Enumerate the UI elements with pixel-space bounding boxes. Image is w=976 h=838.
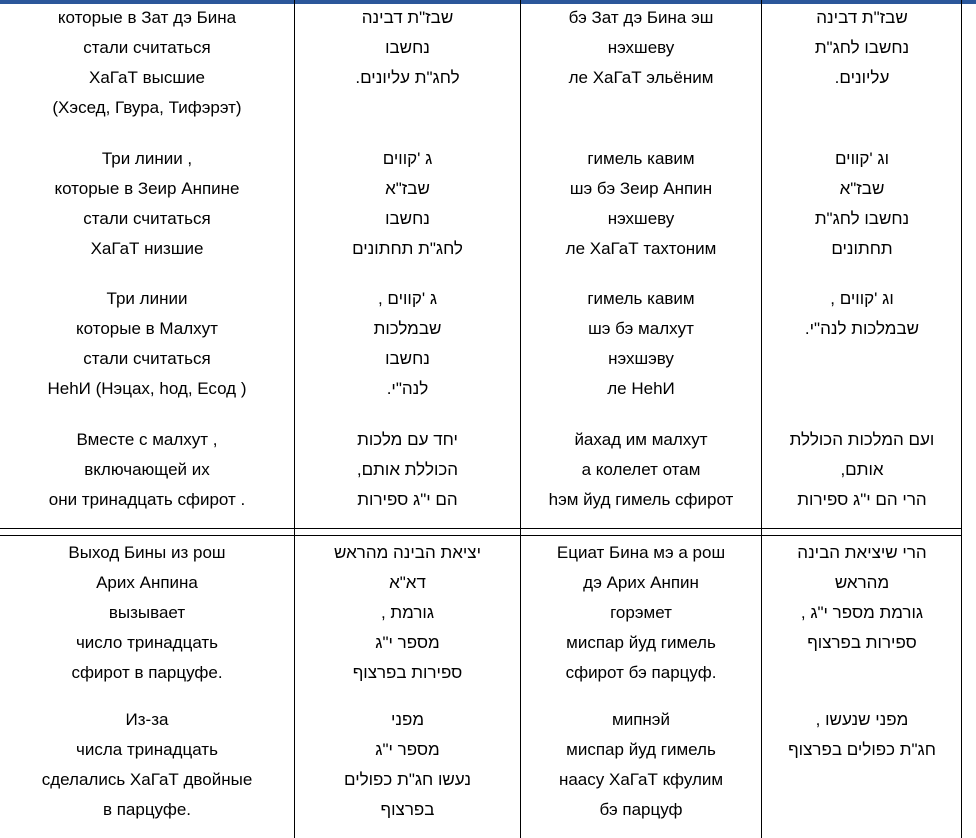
text-line: שבז"א — [839, 179, 885, 198]
text-line: שבמלכות לנה"י. — [804, 319, 920, 338]
text-line: вызывает — [108, 603, 186, 622]
text-line: (Хэсед, Гвура, Тифэрэт) — [52, 98, 242, 117]
text-line: они тринадцать сфирот . — [48, 490, 246, 509]
text-line: ле ХаГаТ эльёним — [568, 68, 714, 87]
text-line: ספירות בפרצוף — [807, 633, 917, 652]
text-line: ХаГаТ низшие — [90, 239, 204, 258]
text-line: Три линии — [106, 289, 188, 308]
hebrew-source-cell — [295, 284, 520, 404]
hebrew-text-cell — [762, 284, 962, 344]
text-line: миспар йуд гимель — [566, 633, 716, 652]
row-divider — [0, 535, 962, 536]
hebrew-text-cell — [762, 3, 962, 93]
text-line: которые в Зеир Анпине — [54, 179, 240, 198]
transliteration-cell — [521, 144, 761, 264]
text-line: Вместе с малхут , — [76, 430, 218, 449]
text-line: מפני — [390, 710, 425, 729]
russian-cell — [0, 3, 294, 123]
text-line: יחד עם מלכות — [357, 430, 458, 449]
text-line: бэ парцуф — [599, 800, 683, 819]
text-line: стали считаться — [83, 38, 211, 57]
text-line: ХаГаТ высшие — [89, 68, 205, 87]
text-line: hэм йуд гимель сфирот — [548, 490, 734, 509]
russian-cell — [0, 284, 294, 404]
text-line: שבז"א — [385, 179, 430, 198]
hebrew-text-cell — [762, 144, 962, 264]
text-line: стали считаться — [83, 349, 211, 368]
text-line: מספר י"ג — [375, 740, 440, 759]
text-line: ג 'קווים , — [377, 289, 438, 308]
text-line: миспар йуд гимель — [566, 740, 716, 759]
text-line: нэхшеву — [607, 209, 675, 228]
text-line: наасу ХаГаТ кфулим — [558, 770, 724, 789]
text-line: стали считаться — [83, 209, 211, 228]
text-line: которые в Зат дэ Бина — [57, 8, 237, 27]
hebrew-source-cell — [295, 3, 520, 93]
text-line: шэ бэ малхут — [588, 319, 694, 338]
text-line: бэ Зат дэ Бина эш — [568, 8, 714, 27]
text-line: шэ бэ Зеир Анпин — [569, 179, 713, 198]
text-line: נחשבו לחג"ת — [814, 209, 910, 228]
text-line: שבז"ת דבינה — [361, 8, 454, 27]
text-line: сделались ХаГаТ двойные — [41, 770, 253, 789]
text-line: включающей их — [84, 460, 210, 479]
text-line: НеhИ (Нэцах, hод, Есод ) — [47, 379, 247, 398]
text-line: חג"ת כפולים בפרצוף — [788, 740, 936, 759]
russian-cell — [0, 705, 294, 825]
text-line: מהראש — [834, 573, 890, 592]
text-line: נחשבו — [385, 38, 430, 57]
text-line: сфирот бэ парцуф. — [565, 663, 717, 682]
hebrew-text-cell — [762, 425, 962, 515]
hebrew-source-cell — [295, 144, 520, 264]
text-line: сфирот в парцуфе. — [71, 663, 223, 682]
text-line: Арих Анпина — [96, 573, 198, 592]
russian-cell — [0, 425, 294, 515]
text-line: בפרצוף — [380, 800, 435, 819]
text-line: йахад им малхут — [574, 430, 708, 449]
text-line: הם י"ג ספירות — [357, 490, 458, 509]
transliteration-cell — [521, 3, 761, 93]
text-line: מפני שנעשו , — [815, 710, 909, 729]
text-line: Из-за — [125, 710, 169, 729]
row-divider — [0, 528, 962, 529]
text-line: которые в Малхут — [76, 319, 218, 338]
text-line: שבמלכות — [373, 319, 442, 338]
transliteration-cell — [521, 705, 761, 825]
text-line: הרי הם י"ג ספירות — [797, 490, 927, 509]
text-line: ле НеhИ — [607, 379, 675, 398]
text-line: нэхшэву — [608, 349, 674, 368]
text-line: числа тринадцать — [76, 740, 218, 759]
hebrew-source-cell — [295, 538, 520, 688]
transliteration-cell — [521, 538, 761, 688]
russian-cell — [0, 144, 294, 264]
hebrew-source-cell — [295, 425, 520, 515]
text-line: дэ Арих Анпин — [583, 573, 699, 592]
russian-cell — [0, 538, 294, 688]
hebrew-text-cell — [762, 705, 962, 765]
text-line: הכוללת אותם, — [356, 460, 459, 479]
text-line: ספירות בפרצוף — [352, 663, 463, 682]
transliteration-cell — [521, 284, 761, 404]
text-line: число тринадцать — [75, 633, 219, 652]
text-line: נעשו חג"ת כפולים — [344, 770, 471, 789]
text-line: מספר י"ג — [375, 633, 440, 652]
text-line: עליונים. — [834, 68, 890, 87]
text-line: гимель кавим — [587, 289, 695, 308]
text-line: נחשבו — [385, 209, 430, 228]
text-line: ועם המלכות הכוללת — [789, 430, 935, 449]
hebrew-source-cell — [295, 705, 520, 825]
text-line: אותם, — [840, 460, 884, 479]
hebrew-text-cell — [762, 538, 962, 658]
text-line: שבז"ת דבינה — [816, 8, 908, 27]
text-line: а колелет отам — [581, 460, 701, 479]
text-line: וג 'קווים — [834, 149, 890, 168]
text-line: לחג"ת עליונים. — [355, 68, 460, 87]
text-line: мипнэй — [612, 710, 670, 729]
text-line: нэхшеву — [607, 38, 675, 57]
text-line: горэмет — [610, 603, 672, 622]
text-line: Три линии , — [101, 149, 193, 168]
text-line: נחשבו לחג"ת — [814, 38, 910, 57]
text-line: Выход Бины из рош — [68, 543, 226, 562]
text-line: תחתונים — [831, 239, 893, 258]
text-line: הרי שיציאת הבינה — [797, 543, 927, 562]
text-line: ג 'קווים — [382, 149, 433, 168]
text-line: гимель кавим — [587, 149, 695, 168]
text-line: יציאת הבינה מהראש — [334, 543, 481, 562]
text-line: גורמת , — [380, 603, 435, 622]
transliteration-cell — [521, 425, 761, 515]
text-line: לחג"ת תחתונים — [352, 239, 463, 258]
text-line: נחשבו — [385, 349, 430, 368]
text-line: Ециат Бина мэ а рош — [556, 543, 726, 562]
text-line: דא"א — [389, 573, 426, 592]
text-line: גורמת מספר י"ג , — [800, 603, 924, 622]
text-line: וג 'קווים , — [830, 289, 894, 308]
text-line: לנה"י. — [386, 379, 429, 398]
text-line: ле ХаГаТ тахтоним — [565, 239, 717, 258]
text-line: в парцуфе. — [102, 800, 192, 819]
